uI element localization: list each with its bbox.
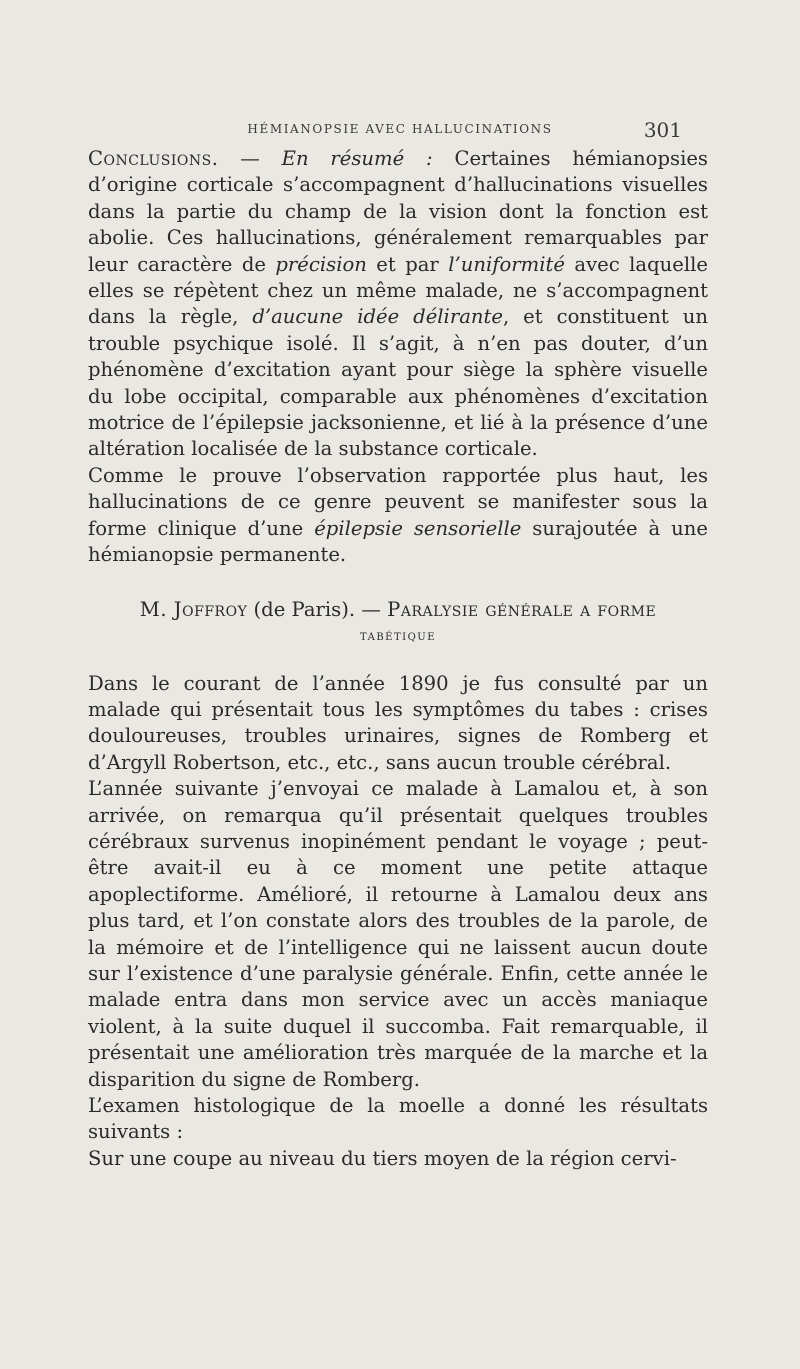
section-title-line2: tabétique xyxy=(359,627,437,644)
page-number: 301 xyxy=(643,118,682,142)
en-resume: En résumé : xyxy=(281,147,433,170)
text-p2a: Comme le prouve l’observation rapportée plus haut, les hallucinations de ce genre peuvent se manifester sous la forme clinique d’une xyxy=(88,463,708,540)
conclusions-paragraph xyxy=(88,146,708,463)
text-1: Certaines hémianopsies d’origine corticale s’accompagnent d’hallucinations visuelles dans la partie du champ de la vision dont la fonction est abolie. Ces hallucinations, généralement remarquables par leur caractère de xyxy=(88,147,708,276)
section-origin: (de Paris). — xyxy=(247,597,388,621)
precision-term: précision xyxy=(275,252,367,276)
body-paragraph: L’année suivante j’envoyai ce malade à Lamalou et, à son arrivée, on remarqua qu’il présentait quelques troubles cérébraux survenus inopinément pendant le voyage ; peut-être avait-il eu à ce moment une petite attaque apoplectiforme. Amélioré, il retourne à Lamalou deux ans plus tard, et l’on constate alors des troubles de la parole, de la mémoire et de l’intelligence qui ne laissent aucun doute sur l’existence d’une paralysie générale. Enfin, cette année le malade entra dans mon service avec un accès maniaque violent, à la suite duquel il succomba. Fait remarquable, il présentait une amélioration très marquée de la marche et la disparition du signe de Romberg. xyxy=(88,777,708,1091)
epilepsie-term: épilepsie sensorielle xyxy=(314,516,522,540)
page-body xyxy=(88,146,708,1172)
text-3: avec laquelle elles se répètent chez un même malade, ne s’accompagnent dans la règle, xyxy=(88,252,708,329)
section-author: M. Joffroy xyxy=(139,597,248,621)
text-2: et par xyxy=(366,252,449,276)
running-title: HÉMIANOPSIE AVEC HALLUCINATIONS xyxy=(247,122,553,136)
body-paragraph: Sur une coupe au niveau du tiers moyen de la région cervi- xyxy=(88,1146,677,1170)
section-heading xyxy=(88,597,708,649)
body-paragraph: Dans le courant de l’année 1890 je fus consulté par un malade qui présentait tous les symptômes du tabes : crises douloureuses, troubles urinaires, signes de Romberg et d’Argyll Robertson, etc., etc., sans aucun trouble cérébral. xyxy=(88,671,708,774)
uniformite-term: l’uniformité xyxy=(448,252,565,276)
idee-term: d’aucune idée délirante xyxy=(252,305,503,329)
text-p2b: surajoutée à une hémianopsie permanente. xyxy=(88,516,709,567)
text-4: , et constituent un trouble psychique isolé. Il s’agit, à n’en pas douter, d’un phénomène d’excitation ayant pour siège la sphère visuelle du lobe occipital, comparable aux phénomènes d’excitation motrice de l’épilepsie jacksonienne, et lié à la présence d’une altération localisée de la substance corticale. xyxy=(88,305,708,461)
conclusions-lead: Conclusions. xyxy=(88,147,219,170)
dash: — xyxy=(218,147,282,170)
observation-paragraph xyxy=(88,463,708,569)
section-title-line1: Paralysie générale a forme xyxy=(387,597,657,621)
page-header xyxy=(0,118,800,142)
body-paragraph: L’examen histologique de la moelle a donné les résultats suivants : xyxy=(88,1094,708,1144)
